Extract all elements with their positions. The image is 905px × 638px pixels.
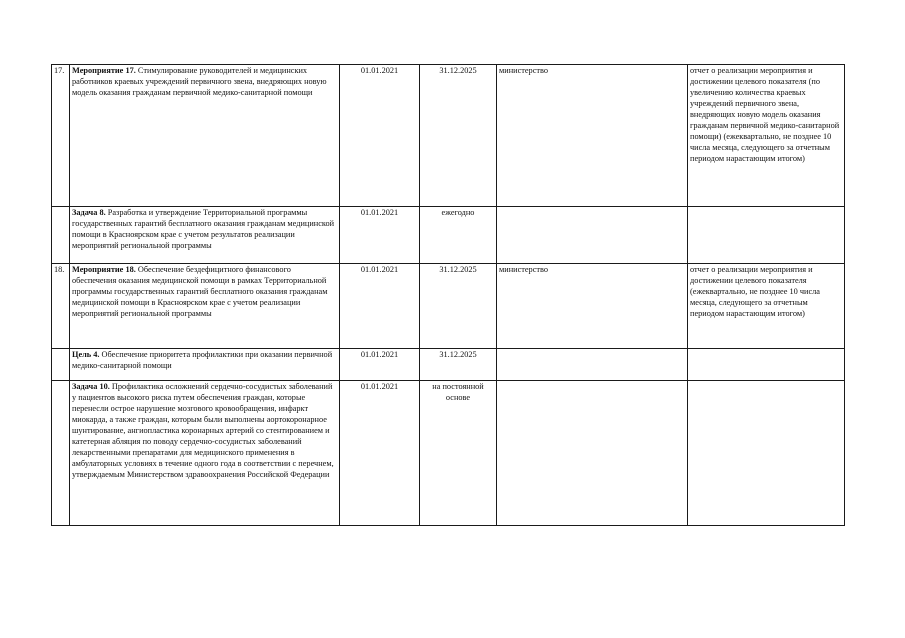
end-date: 31.12.2025	[420, 264, 497, 349]
row-number: 18.	[52, 264, 70, 349]
table-row	[52, 65, 845, 207]
activity-text: Обеспечение бездефицитного финансового обеспечения оказания медицинской помощи в рамках Территориальной программы государственных гарантий бесплатного оказания гражданам медицинской помощи в Красноярском крае с учетом реализации мероприятий региональной программы	[72, 265, 328, 318]
activity-description	[70, 264, 340, 349]
responsible-executor	[497, 381, 688, 526]
responsible-executor: министерство	[497, 65, 688, 207]
table-row	[52, 264, 845, 349]
responsible-executor	[497, 349, 688, 381]
row-number	[52, 207, 70, 264]
start-date: 01.01.2021	[340, 65, 420, 207]
activity-heading: Задача 8.	[72, 208, 106, 217]
start-date: 01.01.2021	[340, 381, 420, 526]
activities-table	[51, 64, 845, 526]
activity-heading: Мероприятие 17.	[72, 66, 136, 75]
end-date: на постоянной основе	[420, 381, 497, 526]
activity-description	[70, 65, 340, 207]
activity-text: Профилактика осложнений сердечно-сосудистых заболеваний у пациентов высокого риска путем обеспечения граждан, которые перенесли острое нарушение мозгового кровообращения, инфаркт миокарда, а также граждан, которым были выполнены аортокоронарное шунтирование, ангиопластика коронарных артерий со стентированием и катетерная абляция по поводу сердечно-сосудистых заболеваний лекарственными препаратами для медицинского применения в амбулаторных условиях в течение одного года в соответствии с перечнем, утверждаемым Министерством здравоохранения Российской Федерации	[72, 382, 334, 479]
start-date: 01.01.2021	[340, 264, 420, 349]
table-row	[52, 207, 845, 264]
activity-text: Обеспечение приоритета профилактики при оказании первичной медико-санитарной помощи	[72, 350, 333, 370]
start-date: 01.01.2021	[340, 349, 420, 381]
end-date: 31.12.2025	[420, 65, 497, 207]
expected-result	[688, 207, 845, 264]
table-row	[52, 349, 845, 381]
row-number	[52, 349, 70, 381]
activity-heading: Мероприятие 18.	[72, 265, 136, 274]
responsible-executor	[497, 207, 688, 264]
activity-heading: Задача 10.	[72, 382, 110, 391]
expected-result	[688, 381, 845, 526]
expected-result	[688, 349, 845, 381]
responsible-executor: министерство	[497, 264, 688, 349]
activity-text: Стимулирование руководителей и медицинских работников краевых учреждений первичного звена, внедряющих новую модель оказания гражданам первичной медико-санитарной помощи	[72, 66, 327, 97]
activity-heading: Цель 4.	[72, 350, 100, 359]
end-date: 31.12.2025	[420, 349, 497, 381]
activity-description	[70, 381, 340, 526]
expected-result: отчет о реализации мероприятия и достижении целевого показателя (ежеквартально, не позднее 10 числа месяца, следующего за отчетным периодом нарастающим итогом)	[688, 264, 845, 349]
end-date: ежегодно	[420, 207, 497, 264]
row-number	[52, 381, 70, 526]
start-date: 01.01.2021	[340, 207, 420, 264]
expected-result: отчет о реализации мероприятия и достижении целевого показателя (по увеличению количества краевых учреждений первичного звена, внедряющих новую модель оказания гражданам первичной медико-санитарной помощи) (ежеквартально, не позднее 10 числа месяца, следующего за отчетным периодом нарастающим итогом)	[688, 65, 845, 207]
row-number: 17.	[52, 65, 70, 207]
activity-description	[70, 349, 340, 381]
activity-text: Разработка и утверждение Территориальной программы государственных гарантий бесплатного оказания гражданам медицинской помощи в Красноярском крае с учетом результатов реализации мероприятий региональной программы	[72, 208, 335, 250]
table-row	[52, 381, 845, 526]
activity-description	[70, 207, 340, 264]
